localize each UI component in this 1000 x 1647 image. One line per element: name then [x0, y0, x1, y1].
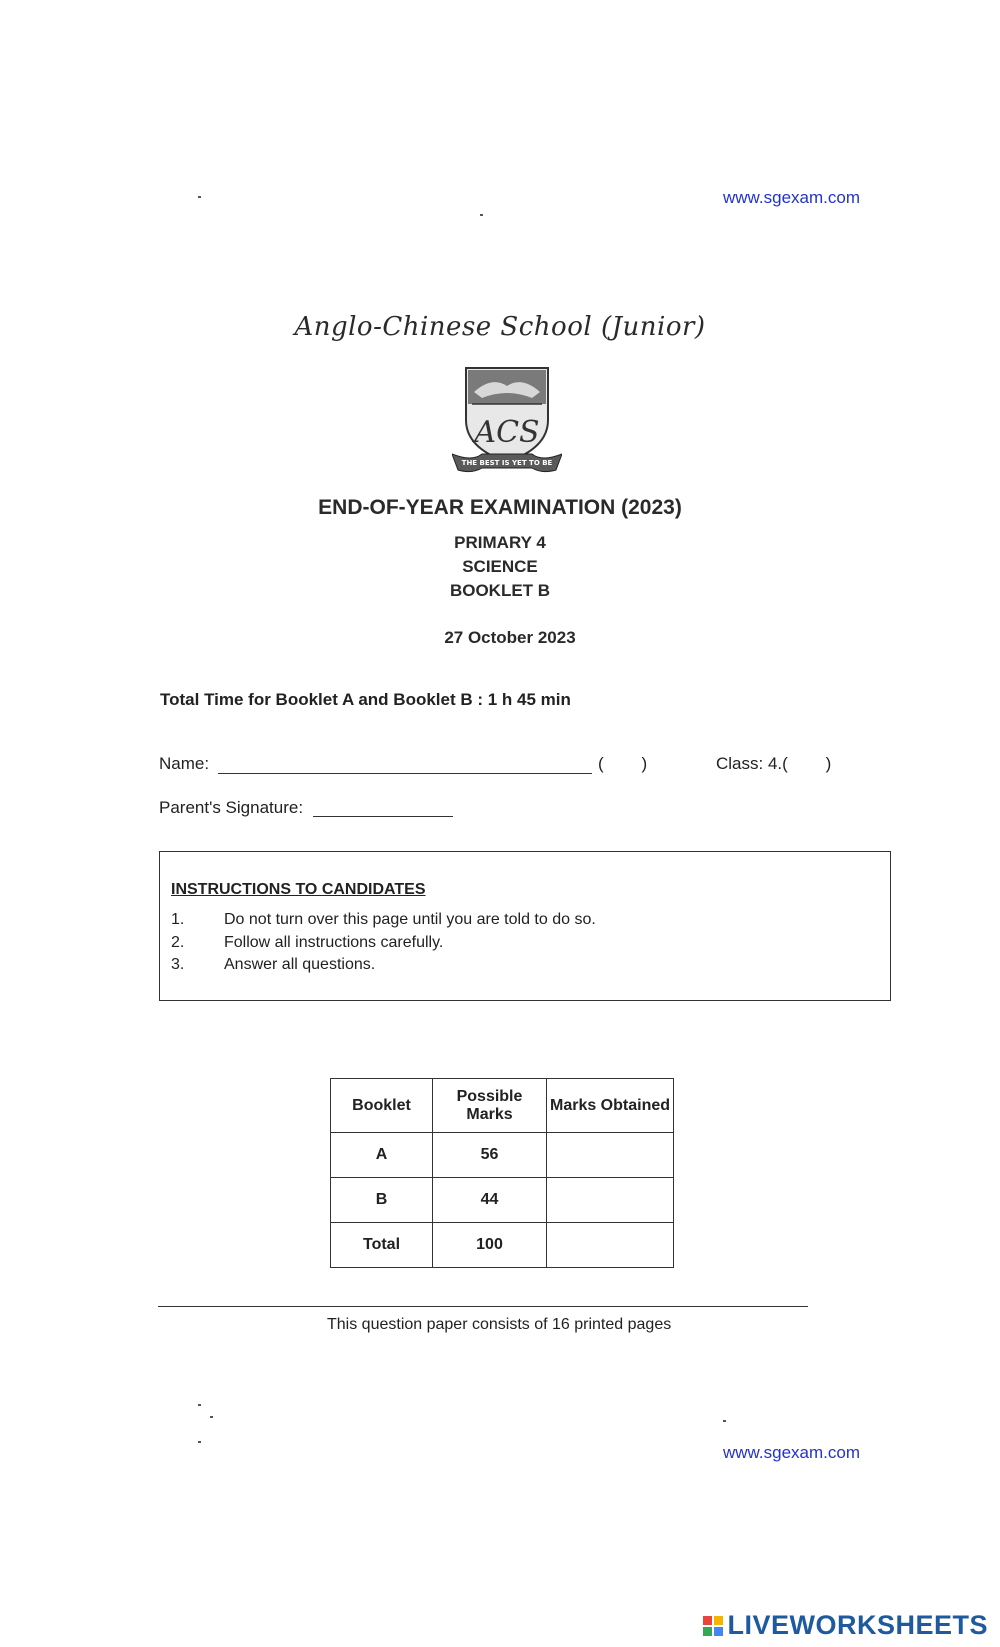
- marks-table-header: [331, 1079, 674, 1133]
- scan-speck: [198, 196, 201, 198]
- cell-possible: 44: [433, 1178, 547, 1223]
- cell-possible: 56: [433, 1133, 547, 1178]
- total-time: Total Time for Booklet A and Booklet B : 1 h 45 min: [160, 690, 571, 709]
- instruction-number: 3.: [171, 956, 185, 973]
- instructions-heading: INSTRUCTIONS TO CANDIDATES: [171, 881, 426, 898]
- instruction-text: Answer all questions.: [224, 956, 376, 973]
- instruction-item: [171, 956, 375, 974]
- scan-speck: [723, 1420, 726, 1422]
- instruction-number: 1.: [171, 911, 185, 928]
- instruction-text: Do not turn over this page until you are told to do so.: [224, 911, 596, 928]
- table-row: [331, 1133, 674, 1178]
- marks-table: [330, 1078, 674, 1268]
- school-name: Anglo-Chinese School (Junior): [294, 312, 706, 342]
- logo-square: [714, 1627, 723, 1636]
- liveworksheets-wordmark: LIVEWORKSHEETS: [727, 1610, 988, 1640]
- cell-booklet: B: [331, 1178, 433, 1223]
- scan-speck: [480, 214, 483, 216]
- signature-label: Parent's Signature:: [159, 798, 304, 817]
- logo-square: [714, 1616, 723, 1625]
- svg-text:ACS: ACS: [474, 415, 540, 450]
- exam-level: PRIMARY 4: [454, 533, 546, 552]
- signature-field[interactable]: [313, 816, 453, 817]
- footer-divider: [158, 1306, 808, 1307]
- logo-square: [703, 1627, 712, 1636]
- footer-website-link[interactable]: www.sgexam.com: [723, 1443, 860, 1462]
- table-row: [331, 1178, 674, 1223]
- cell-possible: 100: [433, 1223, 547, 1268]
- instruction-item: [171, 911, 596, 929]
- instruction-text: Follow all instructions carefully.: [224, 934, 444, 951]
- scan-speck: [198, 1441, 201, 1443]
- exam-title: END-OF-YEAR EXAMINATION (2023): [318, 496, 682, 519]
- header-possible-marks: Possible Marks: [433, 1079, 547, 1133]
- instruction-item: [171, 934, 443, 952]
- cell-obtained[interactable]: [547, 1133, 674, 1178]
- instruction-number: 2.: [171, 934, 185, 951]
- scan-speck: [210, 1416, 213, 1418]
- scan-speck: [198, 1404, 201, 1406]
- header-website-link[interactable]: www.sgexam.com: [723, 188, 860, 207]
- header-booklet: Booklet: [331, 1079, 433, 1133]
- index-number-field[interactable]: ( ): [598, 754, 648, 773]
- cell-obtained[interactable]: [547, 1223, 674, 1268]
- exam-subject: SCIENCE: [462, 557, 538, 576]
- school-crest: [452, 362, 562, 474]
- crest-shield-icon: [452, 362, 562, 474]
- instructions-box: [159, 851, 891, 1001]
- page-count-note: This question paper consists of 16 printed pages: [327, 1316, 672, 1333]
- logo-square: [703, 1616, 712, 1625]
- name-label: Name:: [159, 754, 210, 773]
- cell-booklet: Total: [331, 1223, 433, 1268]
- liveworksheets-logo[interactable]: [703, 1610, 988, 1641]
- exam-booklet: BOOKLET B: [449, 581, 551, 600]
- exam-date: 27 October 2023: [444, 628, 576, 647]
- class-field[interactable]: Class: 4.( ): [716, 754, 832, 773]
- name-field[interactable]: [218, 773, 592, 774]
- cell-obtained[interactable]: [547, 1178, 674, 1223]
- table-row: [331, 1223, 674, 1268]
- cell-booklet: A: [331, 1133, 433, 1178]
- header-marks-obtained: Marks Obtained: [547, 1079, 674, 1133]
- liveworksheets-grid-icon: [703, 1616, 723, 1636]
- svg-text:THE BEST IS YET TO BE: THE BEST IS YET TO BE: [461, 459, 553, 467]
